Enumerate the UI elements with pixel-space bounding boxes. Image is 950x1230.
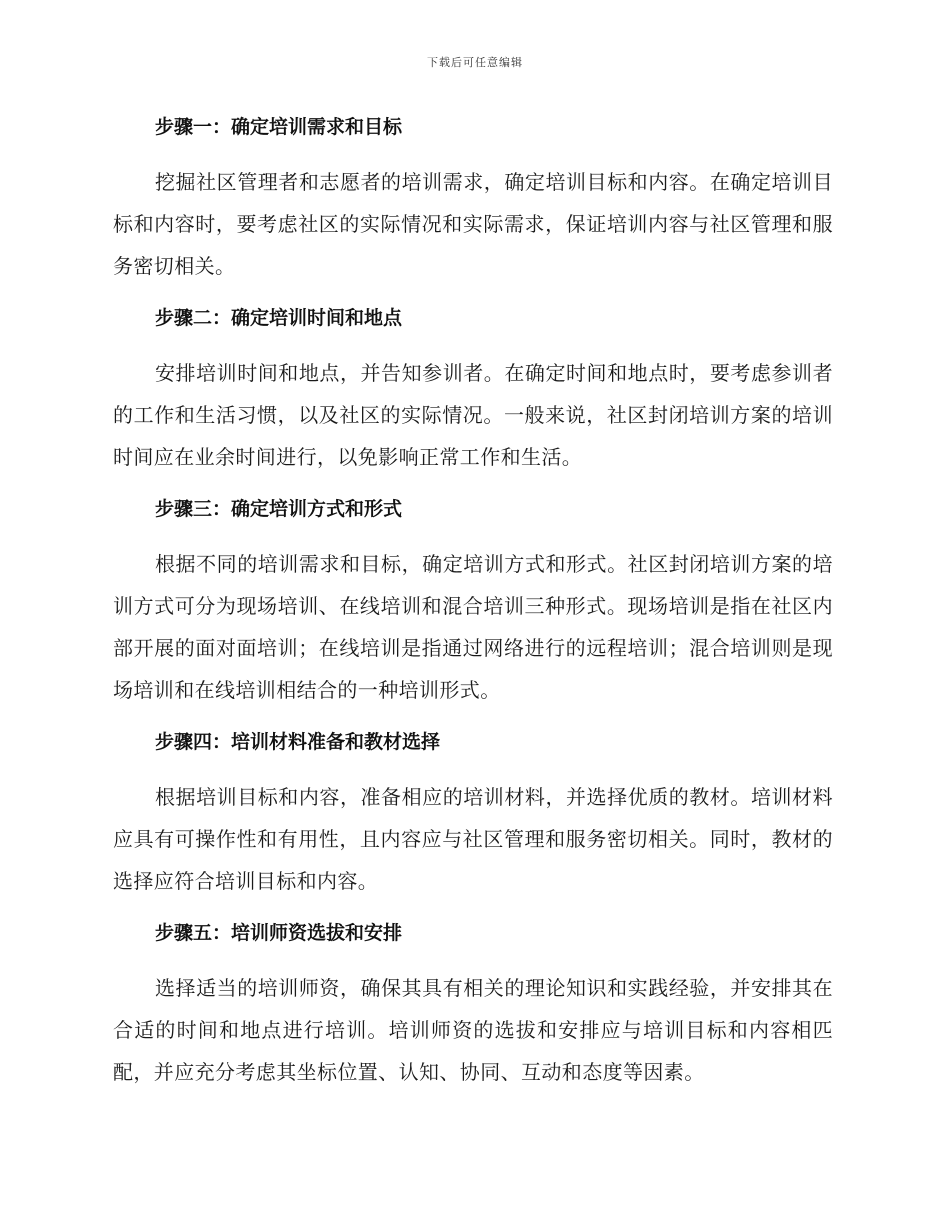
section-step-3 bbox=[113, 490, 833, 711]
step-4-paragraph: 根据培训目标和内容，准备相应的培训材料，并选择优质的教材。培训材料应具有可操作性和有用性，且内容应与社区管理和服务密切相关。同时，教材的选择应符合培训目标和内容。 bbox=[113, 785, 833, 893]
step-2-paragraph: 安排培训时间和地点，并告知参训者。在确定时间和地点时，要考虑参训者的工作和生活习惯，以及社区的实际情况。一般来说，社区封闭培训方案的培训时间应在业余时间进行，以免影响正常工作和生活。 bbox=[113, 361, 833, 469]
section-step-2 bbox=[113, 299, 833, 478]
page-header: 下载后可任意编辑 bbox=[427, 56, 523, 69]
step-1-heading: 步骤一：确定培训需求和目标 bbox=[155, 116, 403, 138]
step-4-heading: 步骤四：培训材料准备和教材选择 bbox=[155, 731, 441, 753]
document-body bbox=[113, 108, 833, 1105]
step-1-paragraph: 挖掘社区管理者和志愿者的培训需求，确定培训目标和内容。在确定培训目标和内容时，要考虑社区的实际情况和实际需求，保证培训内容与社区管理和服务密切相关。 bbox=[113, 170, 833, 278]
section-step-4 bbox=[113, 723, 833, 902]
step-5-heading: 步骤五：培训师资选拔和安排 bbox=[155, 922, 403, 944]
step-3-paragraph: 根据不同的培训需求和目标，确定培训方式和形式。社区封闭培训方案的培训方式可分为现场培训、在线培训和混合培训三种形式。现场培训是指在社区内部开展的面对面培训；在线培训是指通过网络进行的远程培训；混合培训则是现场培训和在线培训相结合的一种培训形式。 bbox=[113, 552, 833, 702]
step-3-heading: 步骤三：确定培训方式和形式 bbox=[155, 498, 403, 520]
section-step-5 bbox=[113, 914, 833, 1093]
step-2-heading: 步骤二：确定培训时间和地点 bbox=[155, 307, 403, 329]
step-5-paragraph: 选择适当的培训师资，确保其具有相关的理论知识和实践经验，并安排其在合适的时间和地点进行培训。培训师资的选拔和安排应与培训目标和内容相匹配，并应充分考虑其坐标位置、认知、协同、互动和态度等因素。 bbox=[113, 976, 833, 1084]
section-step-1 bbox=[113, 108, 833, 287]
